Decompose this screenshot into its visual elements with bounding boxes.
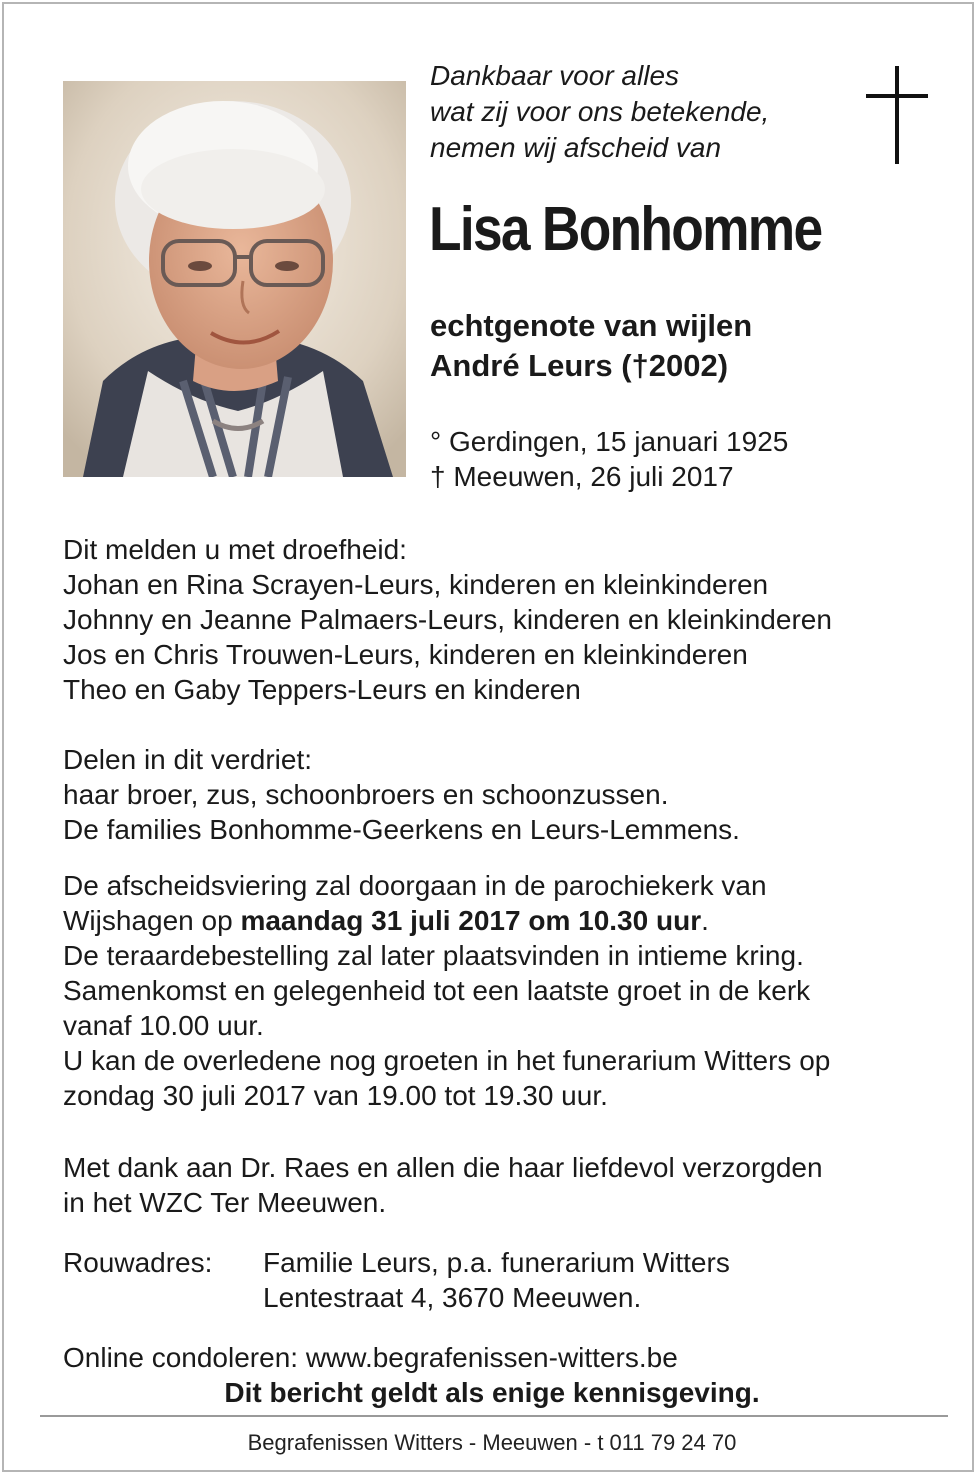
ceremony-line-suffix: . xyxy=(701,905,709,936)
birth-date: ° Gerdingen, 15 januari 1925 xyxy=(430,426,789,457)
footer-text: Begrafenissen Witters - Meeuwen - t 011 79 24 70 xyxy=(247,1430,737,1455)
sharing-line: De families Bonhomme-Geerkens en Leurs-Lemmens. xyxy=(63,814,740,845)
mourners-section xyxy=(63,532,832,707)
divider xyxy=(40,1415,948,1417)
ceremony-line: zondag 30 juli 2017 van 19.00 tot 19.30 uur. xyxy=(63,1080,608,1111)
deceased-name: Lisa Bonhomme xyxy=(429,195,822,264)
ceremony-line-prefix: Wijshagen op xyxy=(63,905,241,936)
intro-line: Dankbaar voor alles xyxy=(430,60,680,91)
thanks-line: Met dank aan Dr. Raes en allen die haar liefdevol verzorgden xyxy=(63,1152,823,1183)
intro-line: wat zij voor ons betekende, xyxy=(430,96,770,127)
mourner-family: Jos en Chris Trouwen-Leurs, kinderen en kleinkinderen xyxy=(63,639,748,670)
death-date: † Meeuwen, 26 juli 2017 xyxy=(430,461,734,492)
ceremony-line: De afscheidsviering zal doorgaan in de parochiekerk van xyxy=(63,870,767,901)
thanks-line: in het WZC Ter Meeuwen. xyxy=(63,1187,387,1218)
ceremony-line: Samenkomst en gelegenheid tot een laatste groet in de kerk xyxy=(63,975,811,1006)
spouse-info xyxy=(430,306,752,386)
mourner-family: Johan en Rina Scrayen-Leurs, kinderen en kleinkinderen xyxy=(63,569,769,600)
ceremony-line: De teraardebestelling zal later plaatsvinden in intieme kring. xyxy=(63,940,804,971)
ceremony-section xyxy=(63,868,830,1113)
online-condolence: Online condoleren: www.begrafenissen-witters.be xyxy=(63,1342,678,1373)
ceremony-datetime: maandag 31 juli 2017 om 10.30 uur xyxy=(240,905,702,936)
sharing-intro: Delen in dit verdriet: xyxy=(63,744,313,775)
address-label: Rouwadres: xyxy=(63,1247,213,1278)
ceremony-line xyxy=(63,903,830,938)
thanks-section xyxy=(63,1150,823,1220)
spouse-line: André Leurs (†2002) xyxy=(430,348,729,383)
address-lines xyxy=(263,1245,730,1315)
intro-text xyxy=(430,58,769,166)
spouse-line: echtgenote van wijlen xyxy=(430,308,753,343)
address-line: Familie Leurs, p.a. funerarium Witters xyxy=(263,1247,730,1278)
intro-line: nemen wij afscheid van xyxy=(430,132,722,163)
sharing-line: haar broer, zus, schoonbroers en schoonzussen. xyxy=(63,779,669,810)
address-line: Lentestraat 4, 3670 Meeuwen. xyxy=(263,1282,642,1313)
portrait-photo xyxy=(63,81,406,477)
sharing-section xyxy=(63,742,740,847)
obituary-card xyxy=(2,2,974,1472)
life-dates xyxy=(430,424,788,494)
mourner-family: Johnny en Jeanne Palmaers-Leurs, kinderen en kleinkinderen xyxy=(63,604,832,635)
mourner-family: Theo en Gaby Teppers-Leurs en kinderen xyxy=(63,674,581,705)
cross-icon xyxy=(866,66,928,164)
notice-text: Dit bericht geldt als enige kennisgeving. xyxy=(224,1377,760,1408)
ceremony-line: U kan de overledene nog groeten in het funerarium Witters op xyxy=(63,1045,831,1076)
portrait-photo-image xyxy=(63,81,406,477)
mourners-intro: Dit melden u met droefheid: xyxy=(63,534,407,565)
ceremony-line: vanaf 10.00 uur. xyxy=(63,1010,264,1041)
